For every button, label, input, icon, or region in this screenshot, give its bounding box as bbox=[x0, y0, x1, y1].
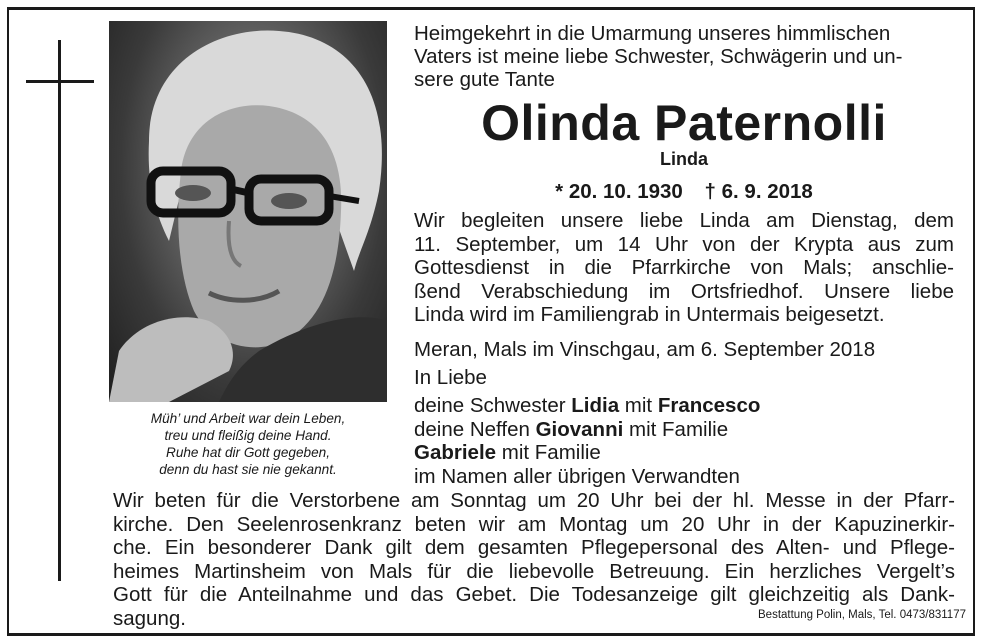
poem-line: Müh’ und Arbeit war dein Leben, bbox=[150, 411, 346, 426]
closing-line: sagung. bbox=[113, 606, 186, 630]
closing-line: che. Ein besonderer Dank gilt dem gesamten Pflegepersonal des Alten- und Pflege- bbox=[113, 536, 955, 559]
closing-line: kirche. Den Seelenrosenkranz beten wir am Montag um 20 Uhr in der Kapuzinerkir- bbox=[113, 512, 955, 536]
funeral-text bbox=[414, 209, 954, 327]
mourner-line: im Namen aller übrigen Verwandten bbox=[414, 464, 740, 488]
funeral-line: Linda wird im Familiengrab in Untermais beigesetzt. bbox=[414, 303, 885, 326]
in-love: In Liebe bbox=[414, 366, 487, 389]
funeral-line: Wir begleiten unsere liebe Linda am Dienstag, dem bbox=[414, 209, 954, 232]
mourners bbox=[414, 394, 760, 488]
intro-line: Heimgekehrt in die Umarmung unseres himmlischen bbox=[414, 22, 891, 45]
nickname: Linda bbox=[660, 149, 708, 169]
intro-line: sere gute Tante bbox=[414, 68, 555, 91]
place-date: Meran, Mals im Vinschgau, am 6. September 2018 bbox=[414, 338, 876, 361]
birth-date: * 20. 10. 1930 bbox=[555, 180, 683, 203]
deceased-name: Olinda Paternolli bbox=[481, 95, 887, 151]
closing-line: Wir beten für die Verstorbene am Sonntag um 20 Uhr bei der hl. Messe in der Pfarr- bbox=[113, 489, 955, 512]
closing-line: heimes Martinsheim von Mals für die liebevolle Betreuung. Ein herzliches Vergelt’s bbox=[113, 559, 955, 583]
death-date: † 6. 9. 2018 bbox=[704, 180, 813, 203]
closing-line: Gott für die Anteilnahme und das Gebet. Die Todesanzeige gilt gleichzeitig als Dank- bbox=[113, 583, 955, 606]
poem-line: Ruhe hat dir Gott gegeben, bbox=[166, 445, 330, 460]
poem-line: denn du hast sie nie gekannt. bbox=[159, 462, 337, 477]
intro-line: Vaters ist meine liebe Schwester, Schwägerin und un- bbox=[414, 45, 903, 68]
mourner-line: Gabriele mit Familie bbox=[414, 441, 601, 464]
poem bbox=[109, 410, 387, 478]
funeral-home-credit: Bestattung Polin, Mals, Tel. 0473/831177 bbox=[758, 609, 966, 621]
mourner-line: deine Schwester Lidia mit Francesco bbox=[414, 394, 761, 417]
mourner-line: deine Neffen Giovanni mit Familie bbox=[414, 417, 729, 441]
funeral-line: Gottesdienst in die Pfarrkirche von Mals; anschlie- bbox=[414, 256, 954, 279]
poem-line: treu und fleißig deine Hand. bbox=[164, 428, 332, 443]
funeral-line: ßend Verabschiedung im Ortsfriedhof. Unsere liebe bbox=[414, 279, 954, 303]
funeral-line: 11. September, um 14 Uhr von der Krypta aus zum bbox=[414, 232, 954, 256]
intro-text bbox=[414, 22, 902, 91]
portrait-photo bbox=[109, 21, 387, 402]
life-dates bbox=[414, 180, 954, 204]
